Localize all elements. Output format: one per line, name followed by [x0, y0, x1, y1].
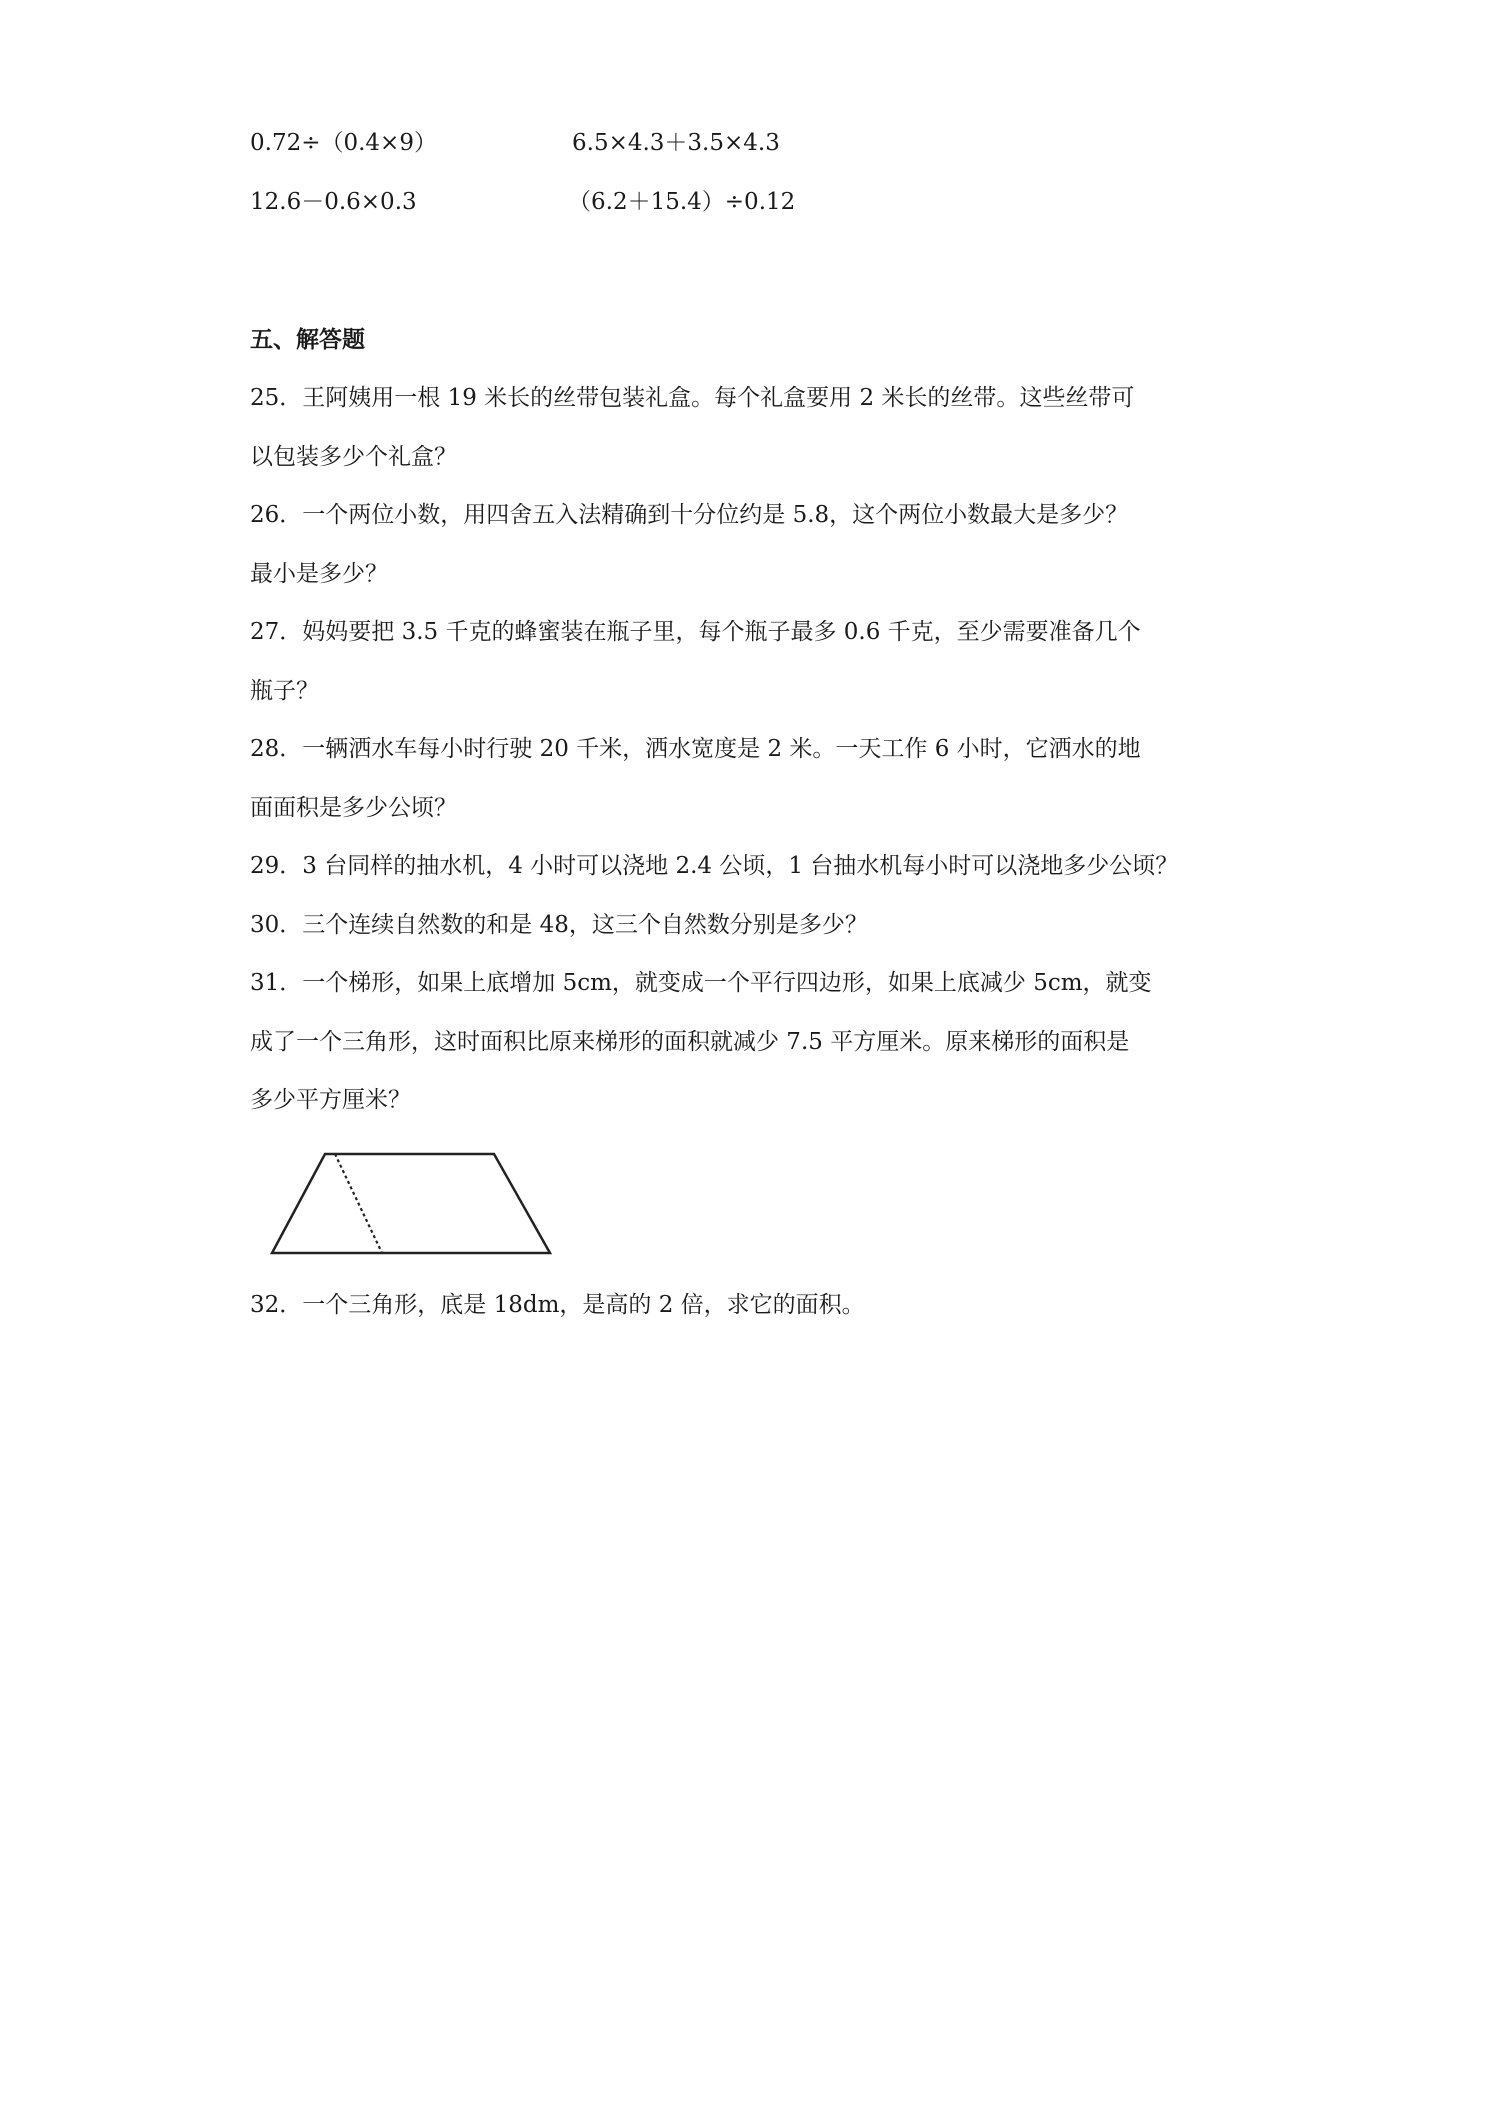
question-25-line-2: 以包装多少个礼盒？	[250, 444, 457, 470]
question-29-line-1: 29．3 台同样的抽水机，4 小时可以浇地 2.4 公顷，1 台抽水机每小时可以浇地多少公顷？	[250, 853, 1179, 879]
question-27-line-2: 瓶子？	[250, 678, 319, 704]
calc-row1-left: 0.72÷（0.4×9）	[250, 130, 437, 156]
trapezoid-outline	[272, 1154, 550, 1253]
section-title: 五、解答题	[250, 327, 365, 353]
calc-row2-left: 12.6－0.6×0.3	[250, 189, 417, 215]
trapezoid-figure-icon	[268, 1150, 558, 1260]
question-31-line-1: 31．一个梯形，如果上底增加 5cm，就变成一个平行四边形，如果上底减少 5cm，就变	[250, 970, 1152, 996]
question-30-line-1: 30．三个连续自然数的和是 48，这三个自然数分别是多少？	[250, 912, 868, 938]
question-26-line-1: 26．一个两位小数，用四舍五入法精确到十分位约是 5.8，这个两位小数最大是多少？	[250, 502, 1129, 528]
question-25-line-1: 25．王阿姨用一根 19 米长的丝带包装礼盒。每个礼盒要用 2 米长的丝带。这些丝带可	[250, 385, 1135, 411]
question-27-line-1: 27．妈妈要把 3.5 千克的蜂蜜装在瓶子里，每个瓶子最多 0.6 千克，至少需要准备几个	[250, 619, 1141, 645]
dotted-division-line	[335, 1154, 382, 1253]
question-32-line-1: 32．一个三角形，底是 18dm，是高的 2 倍，求它的面积。	[250, 1292, 865, 1318]
question-28-line-2: 面面积是多少公顷？	[250, 795, 457, 821]
calc-row2-right: （6.2＋15.4）÷0.12	[568, 189, 796, 215]
calc-row1-right: 6.5×4.3＋3.5×4.3	[572, 130, 780, 156]
question-26-line-2: 最小是多少？	[250, 561, 388, 587]
question-31-line-2: 成了一个三角形，这时面积比原来梯形的面积就减少 7.5 平方厘米。原来梯形的面积是	[250, 1029, 1130, 1055]
question-28-line-1: 28．一辆洒水车每小时行驶 20 千米，洒水宽度是 2 米。一天工作 6 小时，它洒水的地	[250, 736, 1141, 762]
question-31-line-3: 多少平方厘米？	[250, 1087, 411, 1113]
